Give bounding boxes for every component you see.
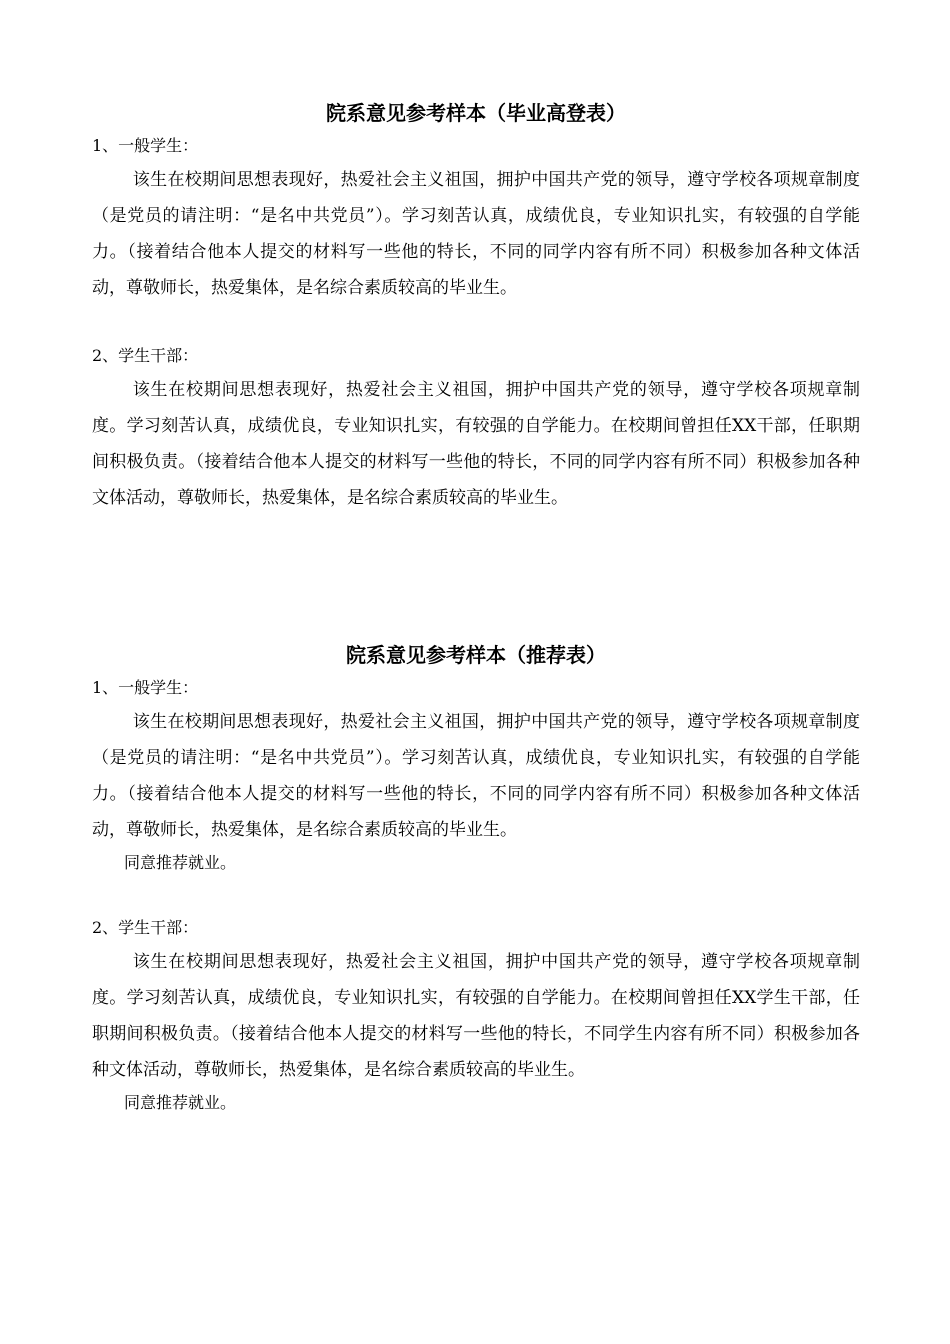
general-student-paragraph: 该生在校期间思想表现好，热爱社会主义祖国，拥护中国共产党的领导，遵守学校各项规章制度（是党员的请注明：“是名中共党员”）。学习刻苦认真，成绩优良，专业知识扎实，有较强的自学能力。（接着结合他本人提交的材料写一些他的特长，不同的同学内容有所不同）积极参加各种文体活动，尊敬师长，热爱集体，是名综合素质较高的毕业生。 — [92, 170, 860, 298]
section-title: 院系意见参考样本（毕业高登表） — [326, 101, 626, 125]
general-student-heading: 1、一般学生： — [92, 136, 199, 155]
spacer — [92, 878, 860, 916]
student-cadre-heading: 2、学生干部： — [92, 346, 199, 365]
recommendation-form-sample-section — [92, 640, 860, 1118]
general-student-paragraph: 该生在校期间思想表现好，热爱社会主义祖国，拥护中国共产党的领导，遵守学校各项规章制度（是党员的请注明：“是名中共党员”）。学习刻苦认真，成绩优良，专业知识扎实，有较强的自学能力。（接着结合他本人提交的材料写一些他的特长，不同的同学内容有所不同）积极参加各种文体活动，尊敬师长，热爱集体，是名综合素质较高的毕业生。 — [92, 712, 860, 840]
general-student-heading: 1、一般学生： — [92, 678, 199, 697]
student-cadre-paragraph: 该生在校期间思想表现好，热爱社会主义祖国，拥护中国共产党的领导，遵守学校各项规章制度。学习刻苦认真，成绩优良，专业知识扎实，有较强的自学能力。在校期间曾担任XX学生干部，任职期间积极负责。（接着结合他本人提交的材料写一些他的特长，不同学生内容有所不同）积极参加各种文体活动，尊敬师长，热爱集体，是名综合素质较高的毕业生。 — [92, 952, 860, 1080]
agree-recommend-text: 同意推荐就业。 — [124, 1093, 237, 1112]
section-title: 院系意见参考样本（推荐表） — [346, 643, 606, 667]
student-cadre-heading: 2、学生干部： — [92, 918, 199, 937]
spacer — [92, 306, 860, 344]
agree-recommend-text: 同意推荐就业。 — [124, 853, 237, 872]
student-cadre-paragraph: 该生在校期间思想表现好，热爱社会主义祖国，拥护中国共产党的领导，遵守学校各项规章制度。学习刻苦认真，成绩优良，专业知识扎实，有较强的自学能力。在校期间曾担任XX干部，任职期间积极负责。（接着结合他本人提交的材料写一些他的特长，不同的同学内容有所不同）积极参加各种文体活动，尊敬师长，热爱集体，是名综合素质较高的毕业生。 — [92, 380, 860, 508]
graduation-form-sample-section — [92, 98, 860, 516]
